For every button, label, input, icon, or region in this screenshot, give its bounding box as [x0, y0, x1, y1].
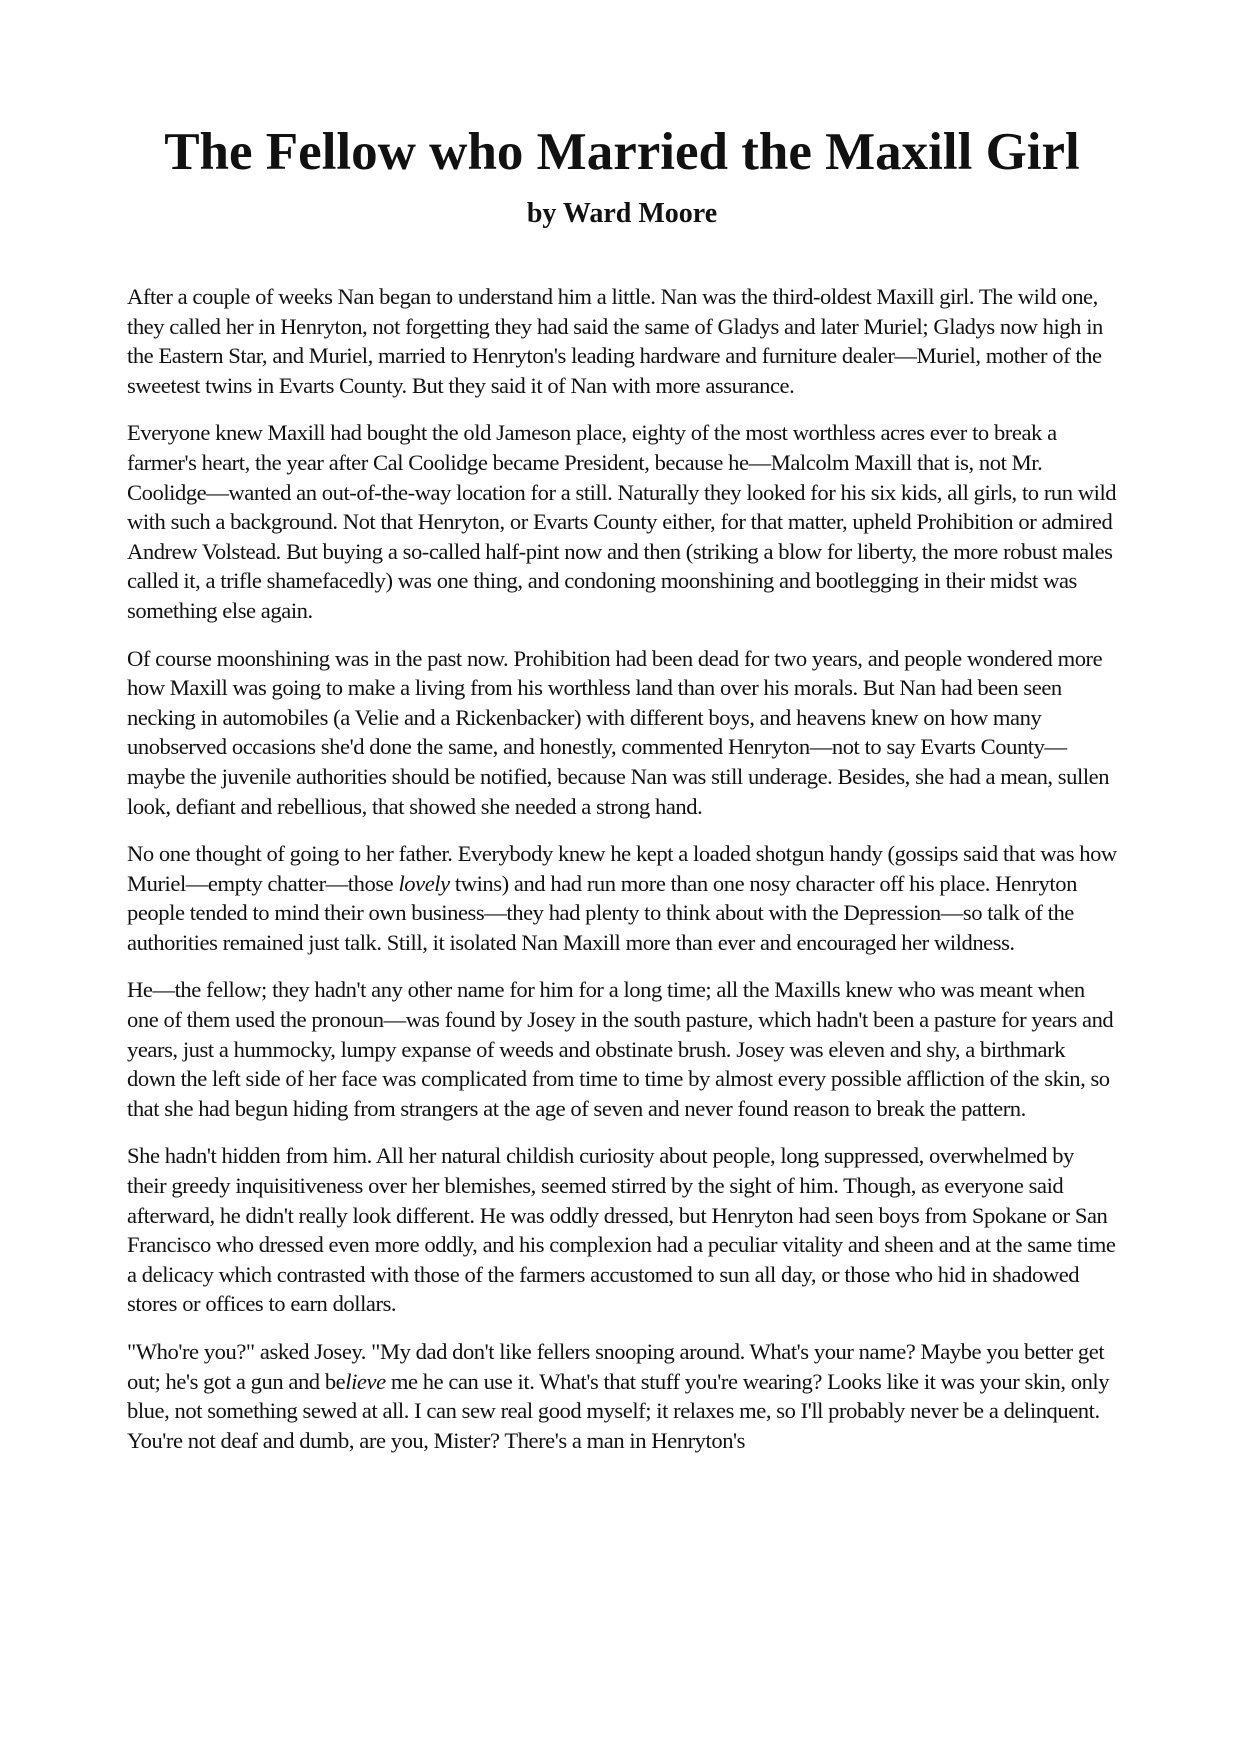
paragraph-text: twins) and had run more than one nosy character off his place. Henryton people tended to mind their own business—they had plenty to think about with the Depression—so talk of the authorities remained just talk. Still, it isolated Nan Maxill more than ever and encouraged her wildness. [127, 870, 1077, 955]
story-paragraph [127, 644, 1117, 822]
story-paragraph [127, 975, 1117, 1123]
story-paragraph [127, 1141, 1117, 1319]
story-paragraph [127, 282, 1117, 400]
author-byline: by Ward Moore [526, 198, 718, 229]
paragraph-text: Everyone knew Maxill had bought the old Jameson place, eighty of the most worthless acres ever to break a farmer's heart, the year after Cal Coolidge became President, because he—Malcolm Maxill that is, not Mr. Coolidge—wanted an out-of-the-way location for a still. Naturally they looked for his six kids, all girls, to run wild with such a background. Not that Henryton, or Evarts County either, for that matter, upheld Prohibition or admired Andrew Volstead. But buying a so-called half-pint now and then (striking a blow for liberty, the more robust males called it, a trifle shamefacedly) was one thing, and condoning moonshining and bootlegging in their midst was something else again. [127, 420, 1117, 623]
document-page [127, 0, 1117, 1473]
paragraph-text: Of course moonshining was in the past now. Prohibition had been dead for two years, and people wondered more how Maxill was going to make a living from his worthless land than over his morals. But Nan had been seen necking in automobiles (a Velie and a Rickenbacker) with different boys, and heavens knew on how many unobserved occasions she'd done the same, and honestly, commented Henryton—not to say Evarts County—maybe the juvenile authorities should be notified, because Nan was still underage. Besides, she had a mean, sullen look, defiant and rebellious, that showed she needed a strong hand. [127, 645, 1110, 819]
story-paragraph [127, 1337, 1117, 1455]
emphasized-text: lieve [345, 1368, 386, 1394]
paragraph-text: "Who're you?" asked Josey. "My dad don't like fellers snooping around. What's your name? Maybe you better get out; he's got a gun and be [127, 1339, 1105, 1394]
emphasized-text: lovely [398, 870, 450, 896]
paragraph-text: me he can use it. What's that stuff you're wearing? Looks like it was your skin, only blue, not something sewed at all. I can sew real good myself; it relaxes me, so I'll probably never be a delinquent. You're not deaf and dumb, are you, Mister? There's a man in Henryton's [127, 1368, 1110, 1453]
story-title: The Fellow who Married the Maxill Girl [164, 123, 1080, 181]
paragraph-text: She hadn't hidden from him. All her natural childish curiosity about people, long suppressed, overwhelmed by their greedy inquisitiveness over her blemishes, seemed stirred by the sight of him. Though, as everyone said afterward, he didn't really look different. He was oddly dressed, but Henryton had seen boys from Spokane or San Francisco who dressed even more oddly, and his complexion had a peculiar vitality and sheen and at the same time a delicacy which contrasted with those of the farmers accustomed to sun all day, or those who hid in shadowed stores or offices to earn dollars. [127, 1143, 1116, 1317]
story-paragraph [127, 839, 1117, 957]
paragraph-text: No one thought of going to her father. Everybody knew he kept a loaded shotgun handy (gossips said that was how Muriel—empty chatter—those [127, 841, 1117, 896]
paragraph-text: After a couple of weeks Nan began to understand him a little. Nan was the third-oldest Maxill girl. The wild one, they called her in Henryton, not forgetting they had said the same of Gladys and later Muriel; Gladys now high in the Eastern Star, and Muriel, married to Henryton's leading hardware and furniture dealer—Muriel, mother of the sweetest twins in Evarts County. But they said it of Nan with more assurance. [127, 284, 1103, 398]
paragraph-text: He—the fellow; they hadn't any other name for him for a long time; all the Maxills knew who was meant when one of them used the pronoun—was found by Josey in the south pasture, which hadn't been a pasture for years and years, just a hummocky, lumpy expanse of weeds and obstinate brush. Josey was eleven and shy, a birthmark down the left side of her face was complicated from time to time by almost every possible affliction of the skin, so that she had begun hiding from strangers at the age of seven and never found reason to break the pattern. [127, 977, 1114, 1121]
story-paragraph [127, 418, 1117, 625]
story-body [127, 282, 1117, 1455]
